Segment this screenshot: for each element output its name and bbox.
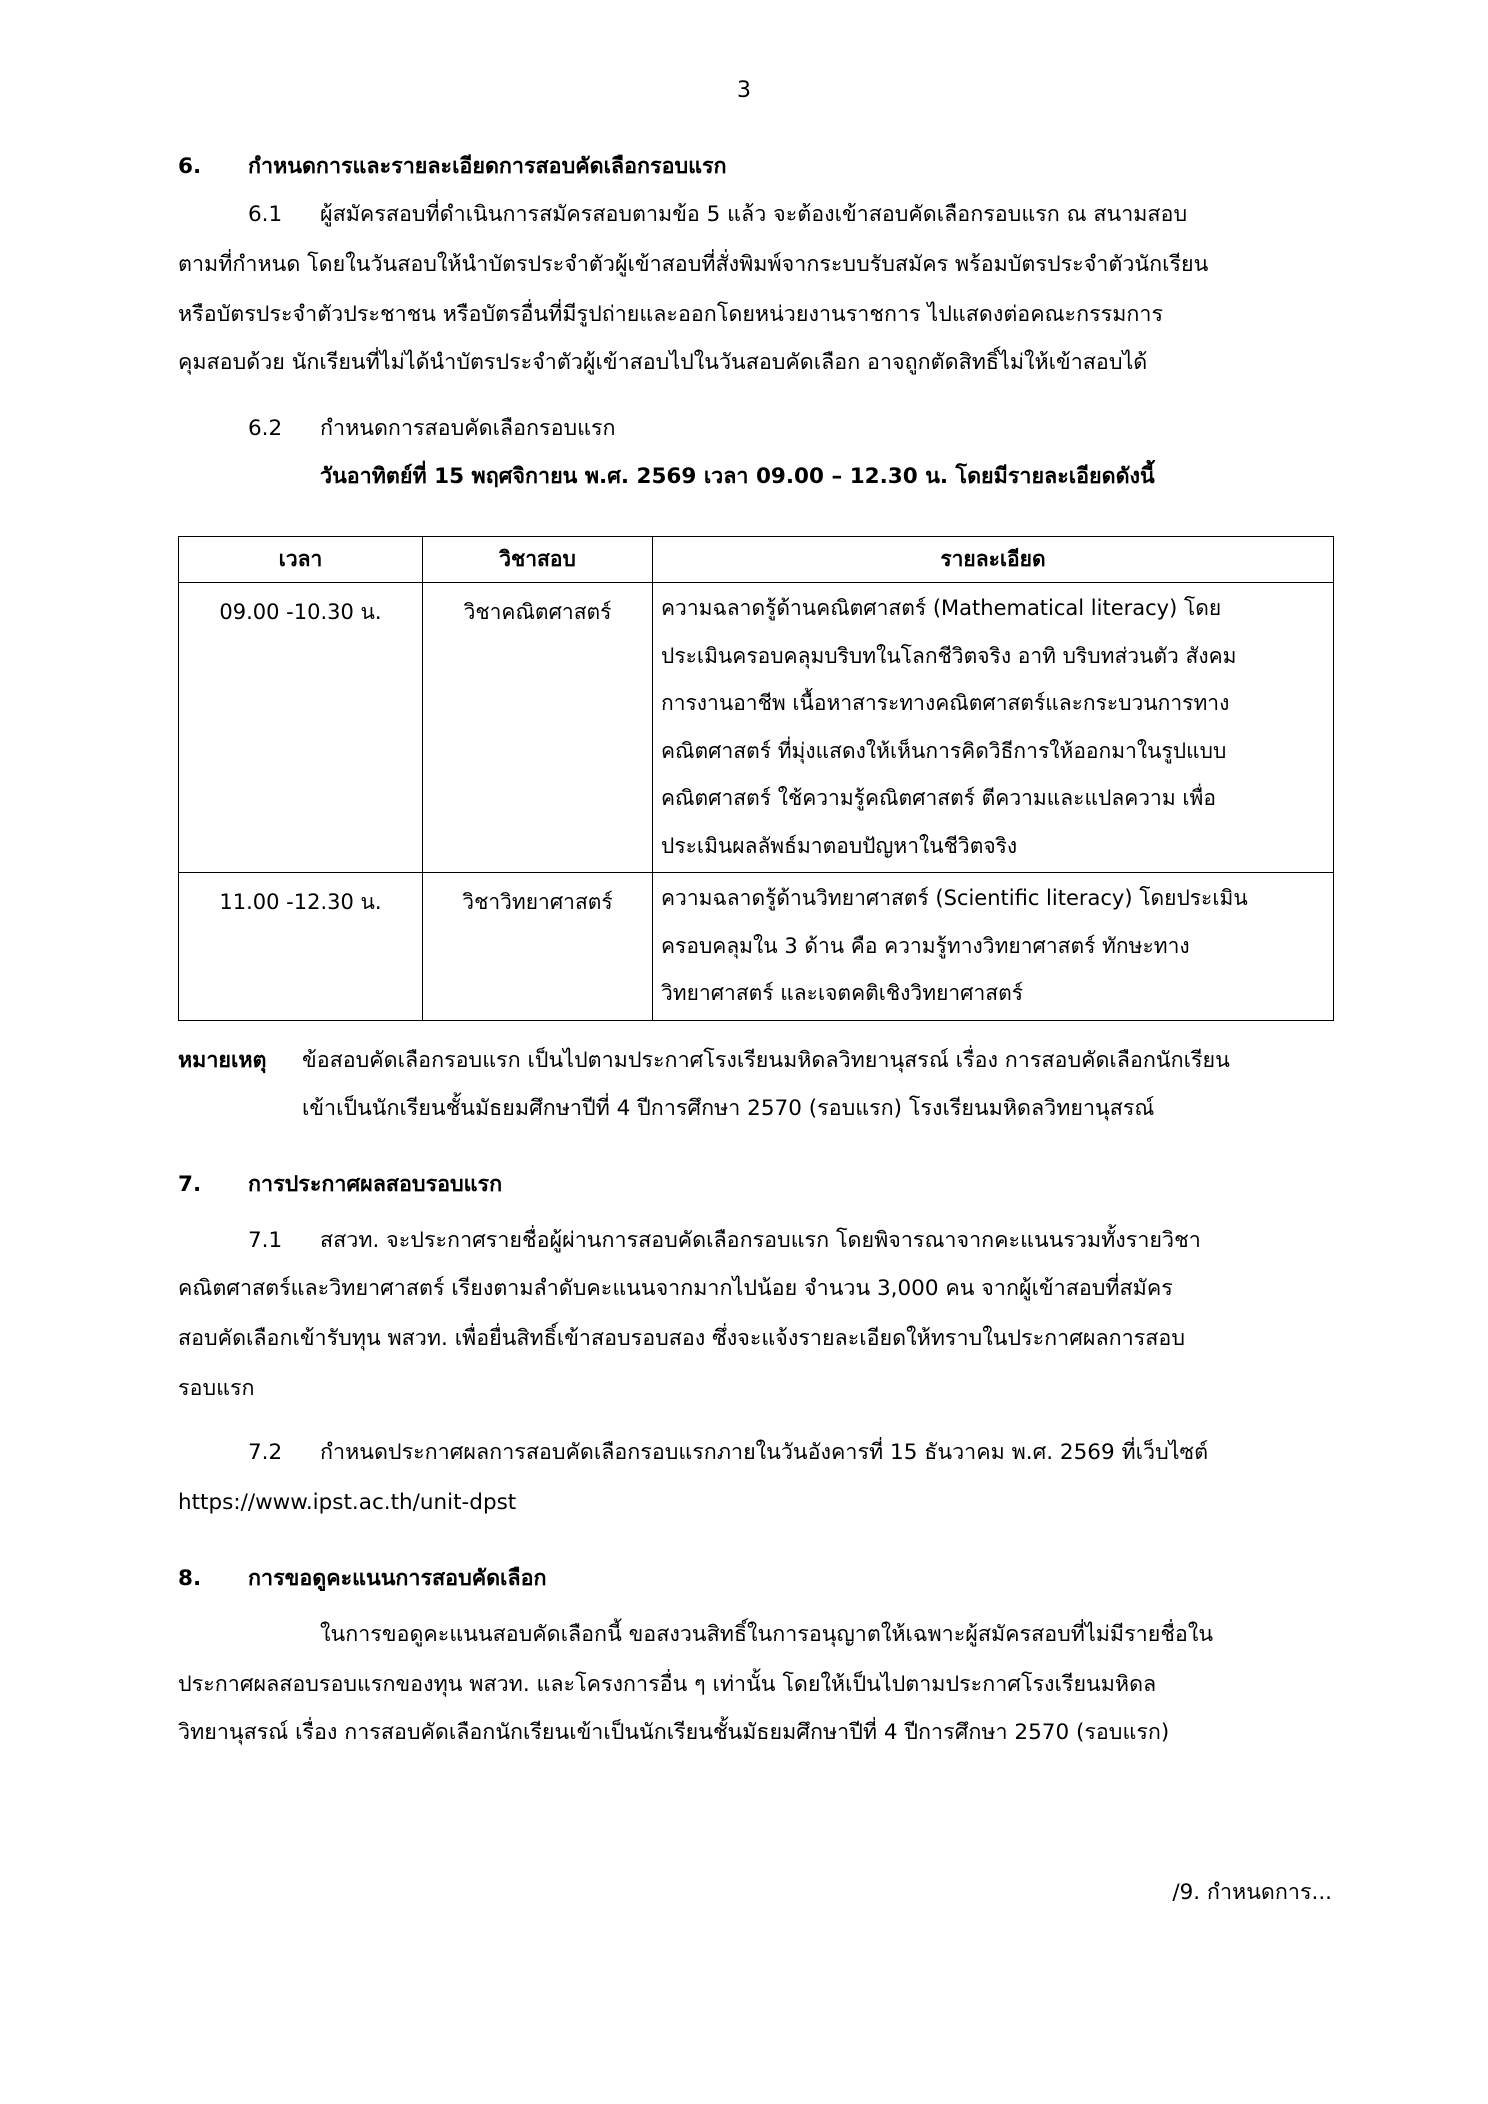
- section-7-number: 7.: [178, 1172, 202, 1197]
- paragraph-6-1-line-4: คุมสอบด้วย นักเรียนที่ไม่ได้นำบัตรประจำตัวผู้เข้าสอบไปในวันสอบคัดเลือก อาจถูกตัดสิทธิ์ไม่ให้เข้าสอบได้: [178, 350, 1148, 375]
- paragraph-7-2-url: https://www.ipst.ac.th/unit-dpst: [178, 1490, 517, 1515]
- remark-line-1: ข้อสอบคัดเลือกรอบแรก เป็นไปตามประกาศโรงเรียนมหิดลวิทยานุสรณ์ เรื่อง การสอบคัดเลือกนักเรียน: [302, 1048, 1230, 1073]
- exam-schedule-table: [178, 536, 1334, 1021]
- table-row: [179, 873, 1334, 1021]
- section-7-title: การประกาศผลสอบรอบแรก: [248, 1172, 503, 1197]
- row-1-detail: ความฉลาดรู้ด้านคณิตศาสตร์ (Mathematical literacy) โดย ประเมินครอบคลุมบริบทในโลกชีวิตจริง อาทิ บริบทส่วนตัว สังคม การงานอาชีพ เนื้อหาสาระทางคณิตศาสตร์และกระบวนการทาง คณิตศาสตร์ ที่มุ่งแสดงให้เห็นการคิดวิธีการให้ออกมาในรูปแบบ คณิตศาสตร์ ใช้ความรู้คณิตศาสตร์ ตีความและแปลความ เพื่อ ประเมินผลลัพธ์มาตอบปัญหาในชีวิตจริง: [653, 583, 1334, 873]
- header-time: เวลา: [179, 537, 423, 583]
- paragraph-7-2-number: 7.2: [248, 1440, 283, 1465]
- table-header-row: [179, 537, 1334, 583]
- table-row: [179, 583, 1334, 873]
- row-2-time: 11.00 -12.30 น.: [179, 873, 423, 1021]
- remark-label: หมายเหตุ: [178, 1048, 267, 1073]
- paragraph-7-2-line-1: 7.2 กำหนดประกาศผลการสอบคัดเลือกรอบแรกภายในวันอังคารที่ 15 ธันวาคม พ.ศ. 2569 ที่เว็บไซต์: [248, 1438, 1208, 1468]
- remark-line-2: เข้าเป็นนักเรียนชั้นมัธยมศึกษาปีที่ 4 ปีการศึกษา 2570 (รอบแรก) โรงเรียนมหิดลวิทยานุสรณ์: [302, 1096, 1155, 1121]
- paragraph-7-1-line-2: คณิตศาสตร์และวิทยาศาสตร์ เรียงตามลำดับคะแนนจากมากไปน้อย จำนวน 3,000 คน จากผู้เข้าสอบที่สมัคร: [178, 1276, 1173, 1301]
- paragraph-6-1-line-3: หรือบัตรประจำตัวประชาชน หรือบัตรอื่นที่มีรูปถ่ายและออกโดยหน่วยงานราชการ ไปแสดงต่อคณะกรรมการ: [178, 302, 1164, 327]
- page-number: 3: [737, 78, 751, 103]
- paragraph-8-line-2: ประกาศผลสอบรอบแรกของทุน พสวท. และโครงการอื่น ๆ เท่านั้น โดยให้เป็นไปตามประกาศโรงเรียนมหิดล: [178, 1672, 1157, 1697]
- continuation-note: /9. กำหนดการ...: [1172, 1880, 1332, 1905]
- exam-date-line: วันอาทิตย์ที่ 15 พฤศจิกายน พ.ศ. 2569 เวลา 09.00 – 12.30 น. โดยมีรายละเอียดดังนี้: [320, 464, 1155, 489]
- row-1-subject: วิชาคณิตศาสตร์: [423, 583, 653, 873]
- paragraph-6-1-number: 6.1: [248, 202, 283, 227]
- row-2-subject: วิชาวิทยาศาสตร์: [423, 873, 653, 1021]
- paragraph-7-1-line-3: สอบคัดเลือกเข้ารับทุน พสวท. เพื่อยื่นสิทธิ์เข้าสอบรอบสอง ซึ่งจะแจ้งรายละเอียดให้ทราบในประกาศผลการสอบ: [178, 1326, 1185, 1351]
- header-detail: รายละเอียด: [653, 537, 1334, 583]
- paragraph-8-line-3: วิทยานุสรณ์ เรื่อง การสอบคัดเลือกนักเรียนเข้าเป็นนักเรียนชั้นมัธยมศึกษาปีที่ 4 ปีการศึกษา 2570 (รอบแรก): [178, 1720, 1170, 1745]
- row-2-detail: ความฉลาดรู้ด้านวิทยาศาสตร์ (Scientific literacy) โดยประเมิน ครอบคลุมใน 3 ด้าน คือ ความรู้ทางวิทยาศาสตร์ ทักษะทาง วิทยาศาสตร์ และเจตคติเชิงวิทยาศาสตร์: [653, 873, 1334, 1021]
- section-6-number: 6.: [178, 154, 202, 179]
- paragraph-8-line-1: ในการขอดูคะแนนสอบคัดเลือกนี้ ขอสงวนสิทธิ์ในการอนุญาตให้เฉพาะผู้สมัครสอบที่ไม่มีรายชื่อใน: [320, 1622, 1214, 1647]
- section-6-title: กำหนดการและรายละเอียดการสอบคัดเลือกรอบแรก: [248, 154, 727, 179]
- section-8-number: 8.: [178, 1566, 202, 1591]
- paragraph-7-1-number: 7.1: [248, 1228, 283, 1253]
- row-1-time: 09.00 -10.30 น.: [179, 583, 423, 873]
- paragraph-7-1-line-4: รอบแรก: [178, 1376, 255, 1401]
- paragraph-7-1-line-1: 7.1 สสวท. จะประกาศรายชื่อผู้ผ่านการสอบคัดเลือกรอบแรก โดยพิจารณาจากคะแนนรวมทั้งรายวิชา: [248, 1226, 1201, 1256]
- paragraph-6-1-line-1: 6.1 ผู้สมัครสอบที่ดำเนินการสมัครสอบตามข้อ 5 แล้ว จะต้องเข้าสอบคัดเลือกรอบแรก ณ สนามสอบ: [248, 200, 1187, 230]
- paragraph-6-2-number: 6.2: [248, 416, 283, 441]
- paragraph-6-2: 6.2 กำหนดการสอบคัดเลือกรอบแรก: [248, 414, 616, 444]
- header-subject: วิชาสอบ: [423, 537, 653, 583]
- section-8-title: การขอดูคะแนนการสอบคัดเลือก: [248, 1566, 547, 1591]
- paragraph-6-1-line-2: ตามที่กำหนด โดยในวันสอบให้นำบัตรประจำตัวผู้เข้าสอบที่สั่งพิมพ์จากระบบรับสมัคร พร้อมบัตรประจำตัวนักเรียน: [178, 252, 1209, 277]
